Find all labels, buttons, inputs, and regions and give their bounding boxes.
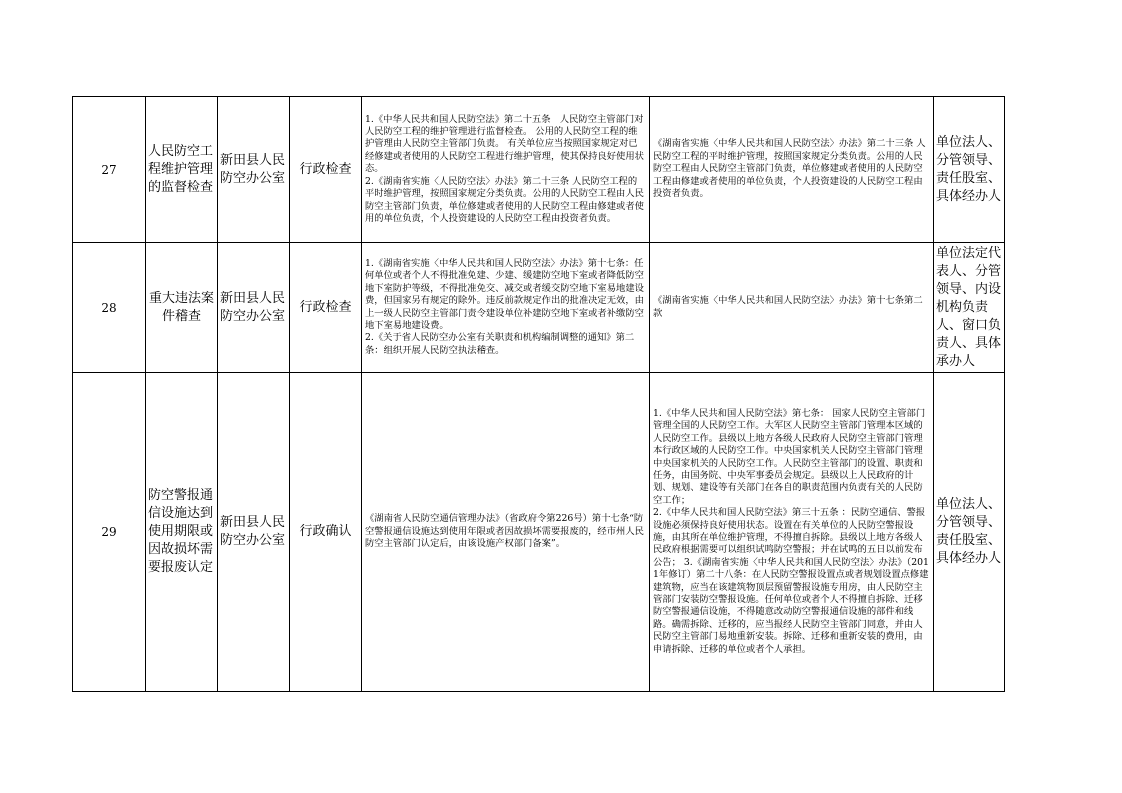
- department: 新田县人民防空办公室: [218, 97, 290, 243]
- responsible-persons: 单位法定代表人、分管领导、内设机构负责人、窗口负责人、具体承办人: [934, 243, 1005, 373]
- department: 新田县人民防空办公室: [218, 373, 290, 692]
- row-number: 28: [73, 243, 146, 373]
- duty-basis: 1.《中华人民共和国人民防空法》第七条： 国家人民防空主管部门管理全国的人民防空工作。大军区人民防空主管部门管理本区域的人民防空工作。县级以上地方各级人民政府人民防空主管部门管理本行政区域的人民防空工作。中央国家机关人民防空主管部门管理中央国家机关的人民防空工作。人民防空主管部门的设置、职责和任务，由国务院、中央军事委员会规定。县级以上人民政府的计划、规划、建设等有关部门在各自的职责范围内负责有关的人民防空工作； 2.《中华人民共和国人民防空法》第三十五条 ：民防空通信、警报设施必须保持良好使用状态。设置在有关单位的人民防空警报设施，由其所在单位维护管理，不得擅自拆除。县级以上地方各级人民政府根据需要可以组织试鸣防空警报；并在试鸣的五日以前发布公告； 3.《湖南省实施〈中华人民共和国人民防空法〉办法》（2011年修订）第二十八条：在人民防空警报设置点或者规划设置点修建建筑物，应当在该建筑物顶层预留警报设施专用房，由人民防空主管部门安装防空警报设施。任何单位或者个人不得擅自拆除、迁移防空警报通信设施，不得随意改动防空警报通信设施的部件和线路。确需拆除、迁移的，应当报经人民防空主管部门同意，并由人民防空主管部门易地重新安装。拆除、迁移和重新安装的费用，由申请拆除、迁移的单位或者个人承担。: [650, 373, 934, 692]
- legal-basis: 1.《湖南省实施〈中华人民共和国人民防空法〉办法》第十七条：任何单位或者个人不得批准免建、少建、缓建防空地下室或者降低防空地下室防护等级，不得批准免交、减交或者缓交防空地下室易地建设费，但国家另有规定的除外。违反前款规定作出的批准决定无效，由上一级人民防空主管部门责令建设单位补建防空地下室或者补缴防空地下室易地建设费。 2.《关于省人民防空办公室有关职责和机构编制调整的通知》第二条：组织开展人民防空执法稽查。: [362, 243, 650, 373]
- row-number: 27: [73, 97, 146, 243]
- legal-basis: 《湖南省人民防空通信管理办法》（省政府令第226号）第十七条“防空警报通信设施达到使用年限或者因故损坏需要报废的，经市州人民防空主管部门认定后，由该设施产权部门备案”。: [362, 373, 650, 692]
- responsible-persons: 单位法人、分管领导、责任股室、具体经办人: [934, 97, 1005, 243]
- legal-basis: 1.《中华人民共和国人民防空法》第二十五条 人民防空主管部门对人民防空工程的维护管理进行监督检查。 公用的人民防空工程的维护管理由人民防空主管部门负责。 有关单位应当按照国家规定对已经修建或者使用的人民防空工程进行维护管理，使其保持良好使用状态。 2.《湖南省实施〈人民防空法〉办法》第二十三条 人民防空工程的平时维护管理，按照国家规定分类负责。公用的人民防空工程由人民防空主管部门负责，单位修建或者使用的人民防空工程由修建或者使用的单位负责，个人投资建设的人民防空工程由投资者负责。: [362, 97, 650, 243]
- power-type: 行政确认: [290, 373, 362, 692]
- item-name: 重大违法案件稽查: [146, 243, 218, 373]
- duty-basis: 《湖南省实施〈中华人民共和国人民防空法〉办法》第二十三条 人民防空工程的平时维护管理，按照国家规定分类负责。公用的人民防空工程由人民防空主管部门负责，单位修建或者使用的人民防空工程由修建或者使用的单位负责，个人投资建设的人民防空工程由投资者负责。: [650, 97, 934, 243]
- power-type: 行政检查: [290, 97, 362, 243]
- table-row: [73, 97, 1005, 243]
- duty-basis: 《湖南省实施〈中华人民共和国人民防空法〉办法》第十七条第二款: [650, 243, 934, 373]
- power-type: 行政检查: [290, 243, 362, 373]
- responsible-persons: 单位法人、分管领导、责任股室、具体经办人: [934, 373, 1005, 692]
- table-row: [73, 243, 1005, 373]
- department: 新田县人民防空办公室: [218, 243, 290, 373]
- authority-table: [72, 96, 1005, 692]
- row-number: 29: [73, 373, 146, 692]
- item-name: 防空警报通信设施达到使用期限或因故损坏需要报废认定: [146, 373, 218, 692]
- item-name: 人民防空工程维护管理的监督检查: [146, 97, 218, 243]
- table-row: [73, 373, 1005, 692]
